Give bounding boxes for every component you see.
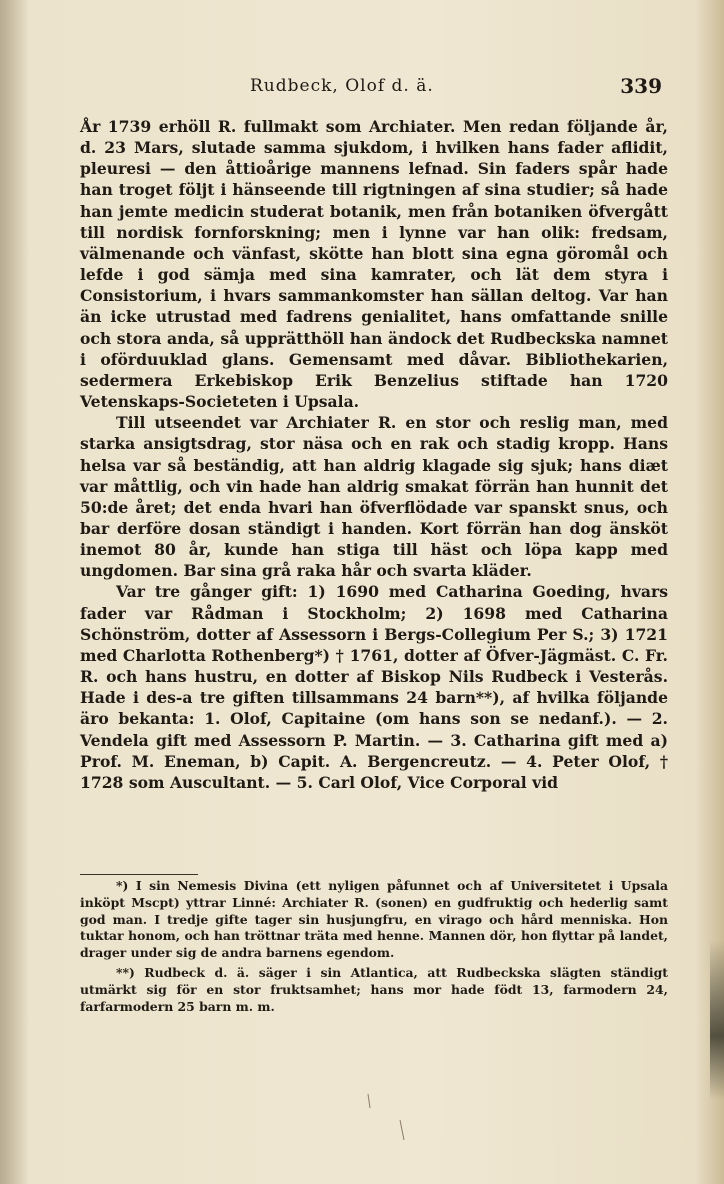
paragraph: Var tre gånger gift: 1) 1690 med Catharina Goeding, hvars fader var Rådman i Stockholm; 2) 1698 med Catharina Schönström, dotter af Assessorn i Bergs-Collegium Per S.; 3) 1721 med Charlotta Rothenberg*) † 1761, dotter af Öfver-Jägmäst. C. Fr. R. och hans hustru, en dotter af Biskop Nils Rudbeck i Vesterås. Hade i des-a tre giften tillsammans 24 barn**), af hvilka följande äro bekanta: 1. Olof, Capitaine (om hans son se nedanf.). — 2. Vendela gift med Assessorn P. Martin. — 3. Catharina gift med a) Prof. M. Eneman, b) Capit. A. Bergencreutz. — 4. Peter Olof, † 1728 som Auscultant. — 5. Carl Olof, Vice Corporal vid	[80, 582, 668, 792]
page-header	[250, 72, 662, 102]
footnote-rule	[80, 874, 198, 875]
running-head: Rudbeck, Olof d. ä.	[250, 76, 434, 96]
left-page-shadow	[0, 0, 30, 1184]
footnotes	[80, 878, 668, 1015]
body-text	[80, 116, 668, 793]
footnote: **) Rudbeck d. ä. säger i sin Atlantica, att Rudbeckska slägten ständigt utmärkt sig för en stor fruktsamhet; hans mor hade födt 13, farmodern 24, farfarmodern 25 barn m. m.	[80, 964, 668, 1014]
right-edge-shadow	[710, 940, 724, 1100]
paper-specks	[360, 1090, 420, 1150]
paragraph: År 1739 erhöll R. fullmakt som Archiater. Men redan följande år, d. 23 Mars, slutade samma sjukdom, i hvilken hans fader aflidit, pleuresi — den åttioårige mannens lefnad. Sin faders spår hade han troget följt i hänseende till rigtningen af sina studier; så hade han jemte medicin studerat botanik, men från botaniken öfvergått till nordisk fornforskning; men i lynne var han olik: fredsam, välmenande och vänfast, skötte han blott sina egna göromål och lefde i god sämja med sina kamrater, och lät dem styra i Consistorium, i hvars sammankomster han sällan deltog. Var han än icke utrustad med fadrens genialitet, hans omfattande snille och stora anda, så upprätthöll han ändock det Rudbeckska namnet i oförduuklad glans. Gemensamt med dåvar. Bibliothekarien, sedermera Erkebiskop Erik Benzelius stiftade han 1720 Vetenskaps-Societeten i Upsala.	[80, 117, 668, 412]
footnote: *) I sin Nemesis Divina (ett nyligen påfunnet och af Universitetet i Upsala inköpt Mscpt) yttrar Linné: Archiater R. (sonen) en gudfruktig och hederlig samt god man. I tredje gifte tager sin husjungfru, en virago och hård menniska. Hon tuktar honom, och han tröttnar träta med henne. Mannen dör, hon flyttar på landet, drager under sig de andra barnens egendom.	[80, 878, 668, 961]
paragraph: Till utseendet var Archiater R. en stor och reslig man, med starka ansigtsdrag, stor näsa och en rak och stadig kropp. Hans helsa var så beständig, att han aldrig klagade sig sjuk; hans diæt var måttlig, och vin hade han aldrig smakat förrän han hunnit det 50:de året; det enda hvari han öfverflödade var spanskt snus, och bar derföre dosan ständigt i handen. Kort förrän han dog änsköt inemot 80 år, kunde han stiga till häst och löpa kapp med ungdomen. Bar sina grå raka hår och svarta kläder.	[80, 413, 668, 581]
page-number: 339	[620, 74, 662, 98]
